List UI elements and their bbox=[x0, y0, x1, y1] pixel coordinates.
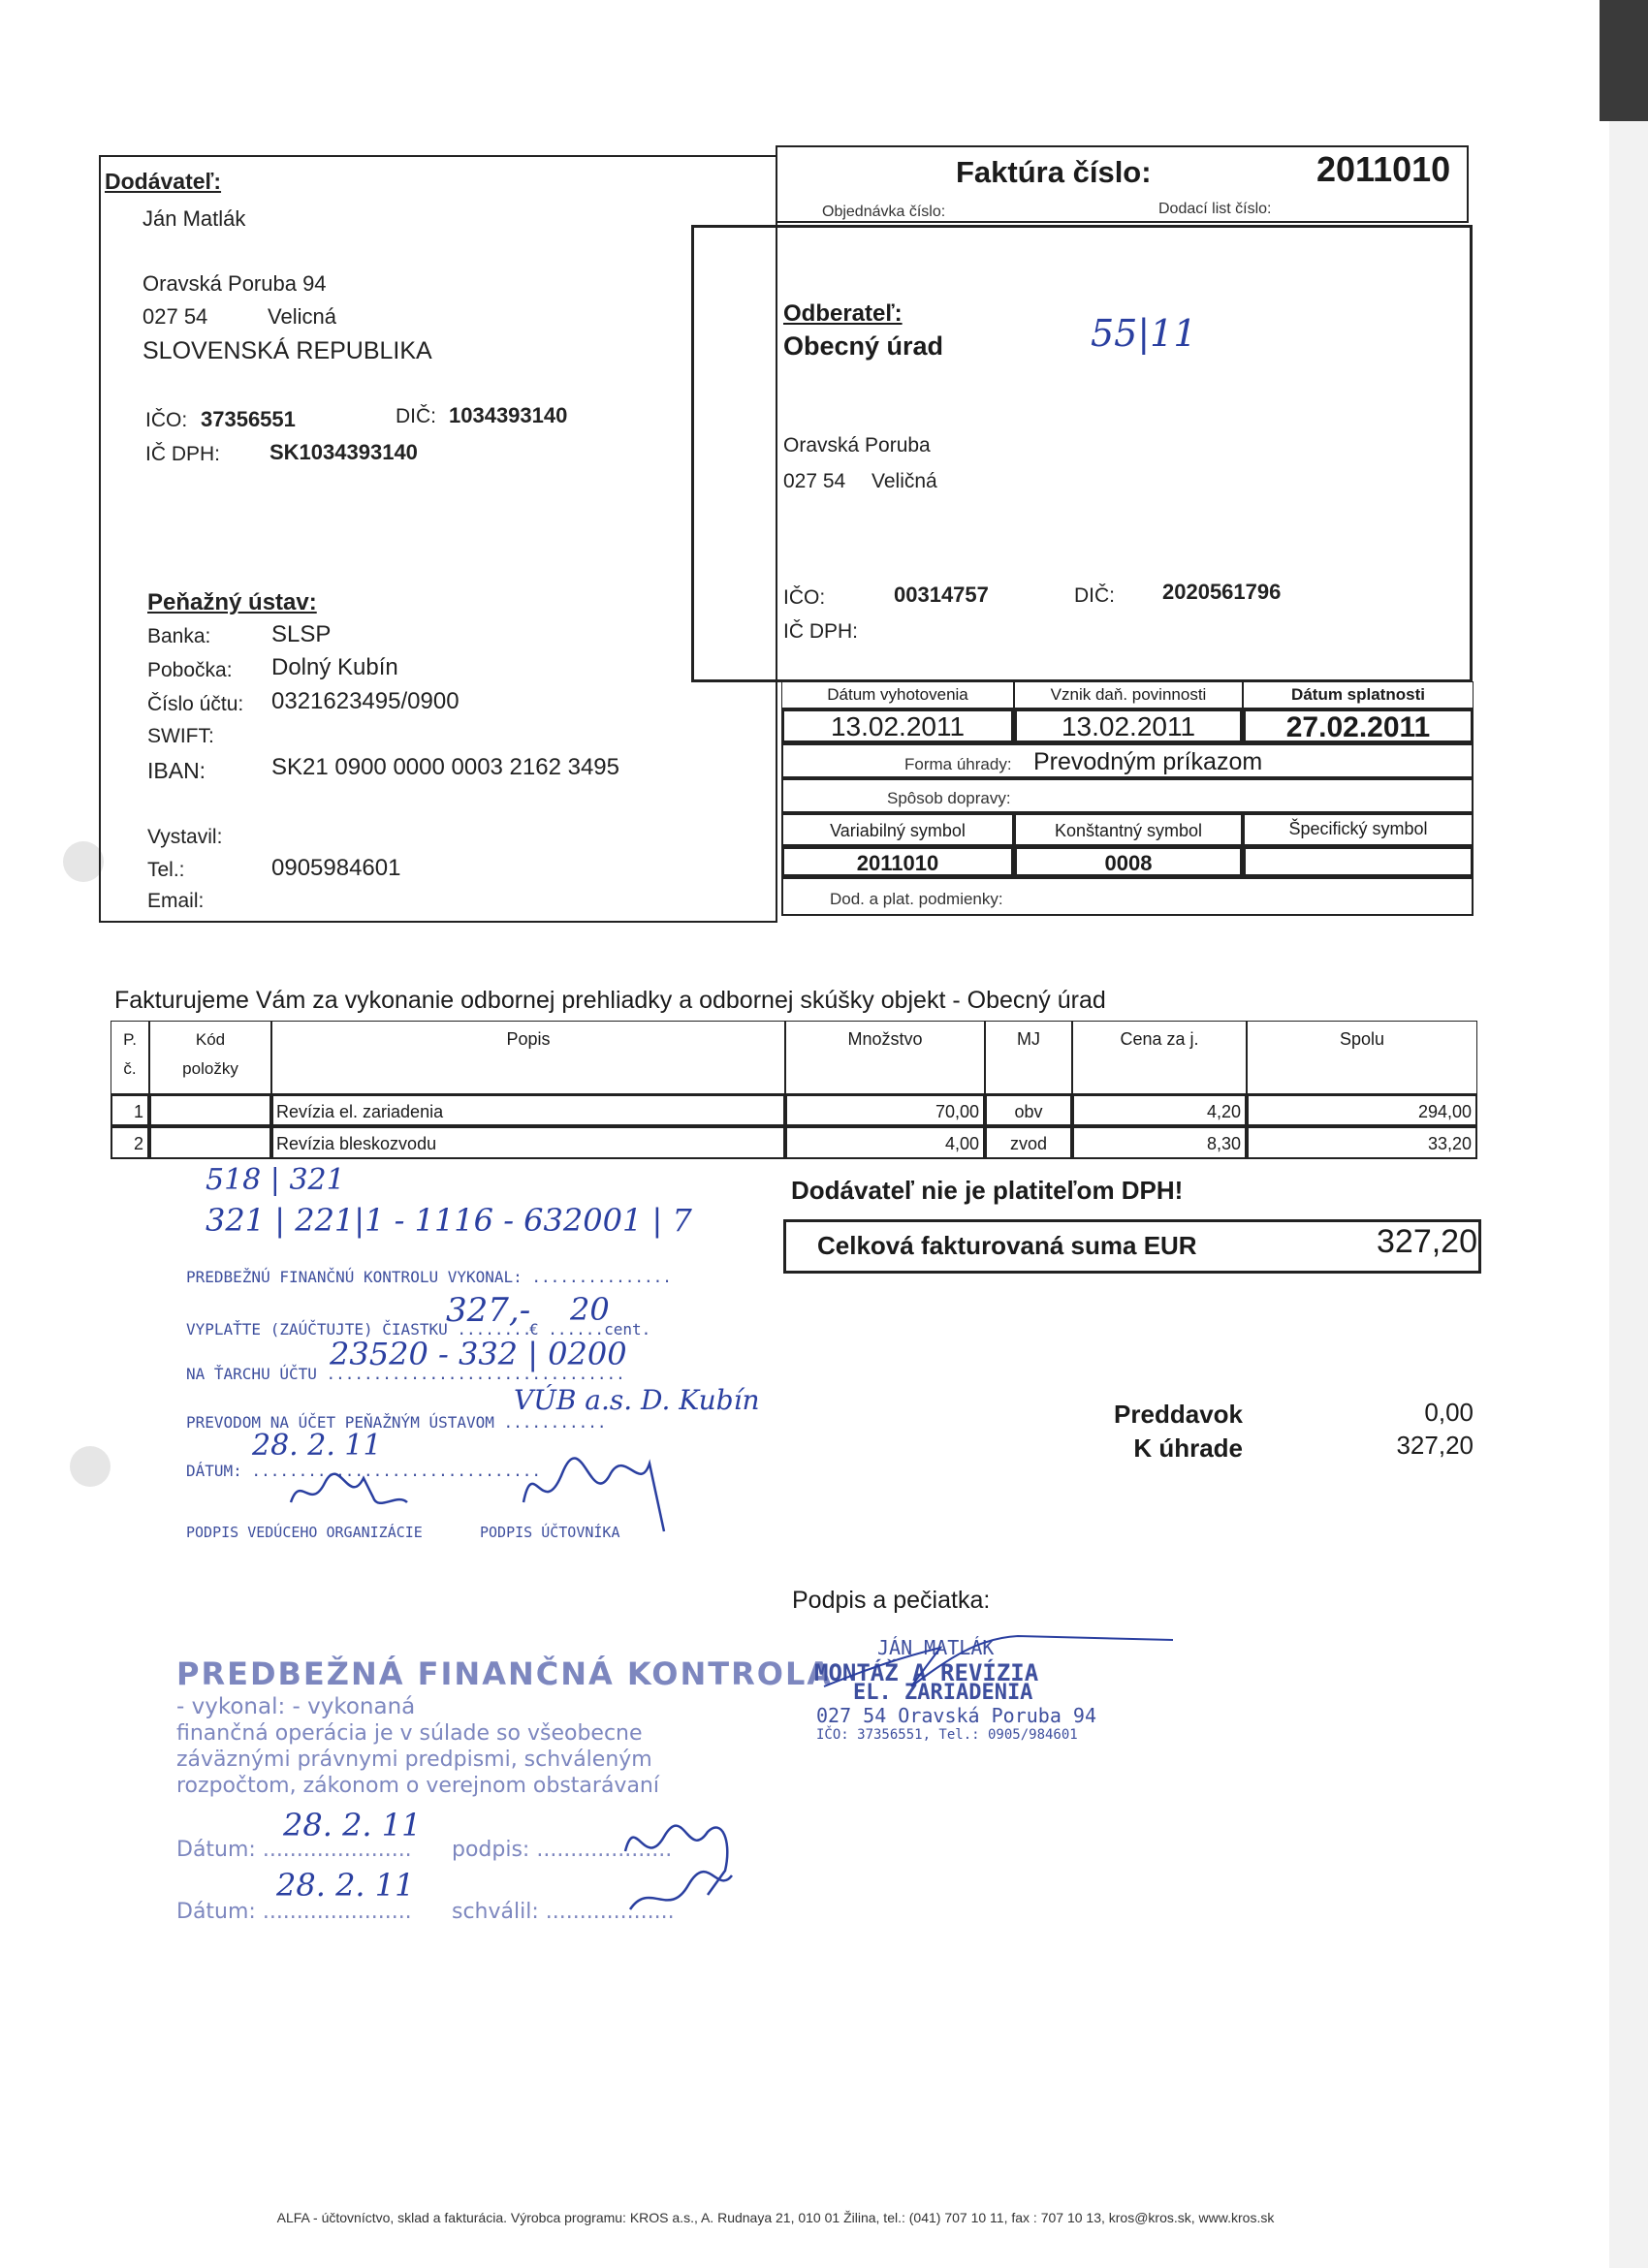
supplier-ico: 37356551 bbox=[201, 407, 296, 431]
row2-qty-text: 4,00 bbox=[944, 1134, 979, 1153]
payment-label: Forma úhrady: bbox=[904, 755, 1012, 773]
customer-dic: 2020561796 bbox=[1162, 580, 1282, 604]
vs-label: Variabilný symbol bbox=[830, 821, 966, 840]
hand-cents: 20 bbox=[570, 1291, 610, 1328]
vs-cell bbox=[781, 846, 1014, 877]
supplier-street: Oravská Poruba 94 bbox=[143, 271, 327, 296]
row2-desc bbox=[271, 1126, 785, 1159]
th-unit-label: MJ bbox=[1017, 1029, 1040, 1049]
customer-zip: 027 54 bbox=[783, 470, 846, 492]
tax-date-label-cell bbox=[1014, 681, 1243, 709]
company-stamp-line1: JÁN MATLÁK bbox=[877, 1636, 995, 1659]
total-value: 327,20 bbox=[1377, 1223, 1477, 1260]
bank-label: Banka: bbox=[147, 625, 211, 647]
tel-value: 0905984601 bbox=[271, 855, 401, 881]
row2-price bbox=[1072, 1126, 1247, 1159]
iban-label: IBAN: bbox=[147, 758, 206, 783]
company-stamp-line3: EL. ZARIADENIA bbox=[853, 1681, 1033, 1705]
row2-desc-text: Revízia bleskozvodu bbox=[276, 1134, 437, 1153]
supplier-box bbox=[99, 155, 777, 923]
th-code-line1: Kód bbox=[195, 1030, 226, 1049]
vs-label-cell bbox=[781, 813, 1014, 846]
branch-label: Pobočka: bbox=[147, 659, 233, 681]
transport-label: Spôsob dopravy: bbox=[887, 789, 1011, 807]
row1-total-text: 294,00 bbox=[1417, 1102, 1472, 1121]
scan-edge bbox=[1600, 0, 1648, 121]
issued-label: Vystavil: bbox=[147, 826, 223, 848]
advance-label: Preddavok bbox=[1114, 1400, 1243, 1429]
row2-total-text: 33,20 bbox=[1427, 1134, 1472, 1153]
ss-label-cell bbox=[1243, 813, 1474, 846]
row1-total bbox=[1247, 1094, 1477, 1126]
tax-date-cell bbox=[1014, 709, 1243, 743]
due-date-cell bbox=[1243, 709, 1474, 743]
customer-city: Veličná bbox=[872, 470, 937, 492]
signature-label: Podpis a pečiatka: bbox=[792, 1587, 991, 1614]
due-label: K úhrade bbox=[1133, 1433, 1243, 1463]
advance-value: 0,00 bbox=[1424, 1398, 1474, 1427]
sig1-label: PODPIS VEDÚCEHO ORGANIZÁCIE bbox=[186, 1524, 423, 1541]
row1-desc-text: Revízia el. zariadenia bbox=[276, 1102, 444, 1121]
ks-value: 0008 bbox=[1104, 851, 1153, 875]
company-stamp-line5: IČO: 37356551, Tel.: 0905/984601 bbox=[816, 1727, 1078, 1743]
stamp2-date1-label: Dátum: ...................... bbox=[176, 1838, 412, 1862]
stamp-line3: NA ŤARCHU ÚČTU ................................ bbox=[186, 1365, 625, 1383]
footer-text: ALFA - účtovníctvo, sklad a fakturácia. Výrobca programu: KROS a.s., A. Rudnaya 21, 010 01 Žilina, tel.: (041) 707 10 11, fax : 707 10 13, kros@kros.sk, www.kros.sk bbox=[276, 2210, 1275, 2225]
row1-desc bbox=[271, 1094, 785, 1126]
row1-code bbox=[149, 1094, 271, 1126]
issue-date: 13.02.2011 bbox=[830, 711, 966, 741]
th-no-line1: P. bbox=[123, 1030, 137, 1049]
row1-no-text: 1 bbox=[133, 1102, 143, 1121]
customer-icdph-label: IČ DPH: bbox=[783, 620, 859, 643]
stamp2-title: PREDBEŽNÁ FINANČNÁ KONTROLA bbox=[176, 1655, 834, 1692]
vs-value: 2011010 bbox=[856, 851, 939, 875]
issue-date-label: Dátum vyhotovenia bbox=[827, 685, 968, 704]
th-unit bbox=[985, 1021, 1072, 1094]
supplier-city: Velicná bbox=[268, 304, 336, 329]
stamp2-sub: - vykonal: - vykonaná bbox=[176, 1694, 416, 1719]
transport-row bbox=[781, 778, 1474, 813]
order-label: Objednávka číslo: bbox=[822, 204, 946, 220]
swift-label: SWIFT: bbox=[147, 725, 214, 747]
due-value: 327,20 bbox=[1396, 1431, 1474, 1460]
customer-ico: 00314757 bbox=[894, 583, 989, 607]
ks-label-cell bbox=[1014, 813, 1243, 846]
terms-label: Dod. a plat. podmienky: bbox=[830, 890, 1003, 908]
row2-unit bbox=[985, 1126, 1072, 1159]
supplier-icdph: SK1034393140 bbox=[269, 440, 418, 464]
ss-label: Špecifický symbol bbox=[1288, 819, 1428, 838]
tax-date: 13.02.2011 bbox=[1061, 711, 1196, 741]
stamp2-date2: 28. 2. 11 bbox=[276, 1867, 415, 1904]
customer-ico-label: IČO: bbox=[783, 586, 826, 609]
row2-no bbox=[111, 1126, 149, 1159]
customer-handwritten-ref: 55|11 bbox=[1091, 312, 1197, 355]
hand-amount: 327,- bbox=[446, 1291, 531, 1330]
signature-scribble-3 bbox=[611, 1803, 746, 1919]
row1-price-text: 4,20 bbox=[1206, 1102, 1241, 1121]
punch-hole-top bbox=[63, 841, 104, 882]
company-stamp-line2: MONTÁŽ A REVÍZIA bbox=[814, 1659, 1039, 1686]
stamp2-text2: záväznými právnymi predpismi, schváleným bbox=[176, 1748, 652, 1772]
stamp2-text3: rozpočtom, zákonom o verejnom obstarávaní bbox=[176, 1774, 659, 1798]
company-stamp-line4: 027 54 Oravská Poruba 94 bbox=[816, 1704, 1096, 1727]
row1-price bbox=[1072, 1094, 1247, 1126]
stamp2-date1: 28. 2. 11 bbox=[283, 1807, 422, 1843]
bank-heading: Peňažný ústav: bbox=[147, 589, 317, 615]
scan-edge-lower bbox=[1609, 121, 1648, 2268]
row2-no-text: 2 bbox=[133, 1134, 143, 1153]
row1-qty bbox=[785, 1094, 985, 1126]
hand-bank: VÚB a.s. D. Kubín bbox=[514, 1384, 760, 1416]
customer-dic-label: DIČ: bbox=[1074, 584, 1115, 607]
payment-row bbox=[781, 743, 1474, 778]
branch-value: Dolný Kubín bbox=[271, 654, 398, 680]
customer-name: Obecný úrad bbox=[783, 331, 944, 361]
row2-unit-text: zvod bbox=[1009, 1134, 1048, 1153]
supplier-ico-label: IČO: bbox=[145, 409, 188, 431]
th-qty-label: Množstvo bbox=[847, 1029, 923, 1049]
issue-date-cell bbox=[781, 709, 1014, 743]
customer-street: Oravská Poruba bbox=[783, 434, 931, 457]
th-total bbox=[1247, 1021, 1477, 1094]
row2-code bbox=[149, 1126, 271, 1159]
th-no-line2: č. bbox=[123, 1059, 137, 1078]
vat-note: Dodávateľ nie je platiteľom DPH! bbox=[791, 1176, 1184, 1205]
stamp-line4: PREVODOM NA ÚČET PEŇAŽNÝM ÚSTAVOM ........... bbox=[186, 1413, 607, 1432]
ss-cell bbox=[1243, 846, 1474, 877]
row1-no bbox=[111, 1094, 149, 1126]
hand-line1: 518 | 321 bbox=[206, 1163, 345, 1197]
stamp2-date2-label: Dátum: ...................... bbox=[176, 1900, 412, 1924]
row1-unit-text: obv bbox=[1014, 1102, 1043, 1121]
supplier-dic: 1034393140 bbox=[449, 403, 568, 427]
th-price bbox=[1072, 1021, 1247, 1094]
intro-text: Fakturujeme Vám za vykonanie odbornej prehliadky a odbornej skúšky objekt - Obecný úrad bbox=[114, 987, 1106, 1014]
bank-value: SLSP bbox=[271, 621, 332, 647]
th-qty bbox=[785, 1021, 985, 1094]
th-price-label: Cena za j. bbox=[1120, 1029, 1199, 1049]
due-date-label-cell bbox=[1243, 681, 1474, 709]
due-date: 27.02.2011 bbox=[1285, 711, 1431, 743]
signature-scribble-4 bbox=[814, 1628, 1183, 1706]
th-code-line2: položky bbox=[182, 1059, 238, 1078]
th-desc bbox=[271, 1021, 785, 1094]
stamp-line2b: € ......cent. bbox=[529, 1320, 651, 1339]
hand-date: 28. 2. 11 bbox=[252, 1429, 382, 1463]
issue-date-label-cell bbox=[781, 681, 1014, 709]
account-value: 0321623495/0900 bbox=[271, 688, 460, 714]
iban-value: SK21 0900 0000 0003 2162 3495 bbox=[271, 754, 620, 780]
supplier-icdph-label: IČ DPH: bbox=[145, 443, 221, 465]
hand-line2: 321 | 221|1 - 1116 - 632001 | 7 bbox=[206, 1202, 692, 1239]
th-code bbox=[149, 1021, 271, 1094]
row1-unit bbox=[985, 1094, 1072, 1126]
supplier-dic-label: DIČ: bbox=[396, 405, 436, 427]
stamp2-sign-label: podpis: .................... bbox=[452, 1838, 673, 1862]
customer-heading: Odberateľ: bbox=[783, 300, 903, 327]
terms-row bbox=[781, 877, 1474, 916]
ks-label: Konštantný symbol bbox=[1054, 821, 1203, 840]
hand-account: 23520 - 332 | 0200 bbox=[330, 1336, 627, 1372]
stamp-line5: DÁTUM: ............................... bbox=[186, 1462, 542, 1480]
invoice-title: Faktúra číslo: bbox=[956, 155, 1152, 189]
signature-scribble-1 bbox=[271, 1454, 427, 1522]
supplier-country: SLOVENSKÁ REPUBLIKA bbox=[143, 337, 432, 364]
stamp2-approved-label: schválil: ................... bbox=[452, 1900, 675, 1924]
delivery-note-label: Dodací list číslo: bbox=[1158, 201, 1272, 217]
email-label: Email: bbox=[147, 890, 205, 912]
punch-hole-bottom bbox=[70, 1446, 111, 1487]
sig2-label: PODPIS ÚČTOVNÍKA bbox=[480, 1524, 620, 1541]
row2-qty bbox=[785, 1126, 985, 1159]
due-date-label: Dátum splatnosti bbox=[1291, 685, 1425, 704]
th-total-label: Spolu bbox=[1339, 1029, 1385, 1049]
stamp-line1: PREDBEŽNÚ FINANČNÚ KONTROLU VYKONAL: ............... bbox=[186, 1268, 672, 1286]
tax-date-label: Vznik daň. povinnosti bbox=[1050, 685, 1207, 704]
ks-cell bbox=[1014, 846, 1243, 877]
payment-value: Prevodným príkazom bbox=[1033, 748, 1263, 775]
stamp2-text1: finančná operácia je v súlade so všeobecne bbox=[176, 1721, 643, 1746]
row2-price-text: 8,30 bbox=[1206, 1134, 1241, 1153]
row1-qty-text: 70,00 bbox=[935, 1102, 979, 1121]
supplier-zip: 027 54 bbox=[143, 304, 208, 329]
stamp-line2a: VYPLAŤTE (ZAÚČTUJTE) ČIASTKU ........ bbox=[186, 1320, 532, 1339]
row2-total bbox=[1247, 1126, 1477, 1159]
th-no bbox=[111, 1021, 149, 1094]
th-desc-label: Popis bbox=[506, 1029, 551, 1049]
total-label: Celková fakturovaná suma EUR bbox=[817, 1231, 1197, 1260]
account-label: Číslo účtu: bbox=[147, 693, 244, 715]
supplier-name: Ján Matlák bbox=[143, 206, 246, 231]
supplier-heading: Dodávateľ: bbox=[105, 169, 222, 194]
tel-label: Tel.: bbox=[147, 859, 185, 881]
invoice-number: 2011010 bbox=[1316, 149, 1451, 189]
